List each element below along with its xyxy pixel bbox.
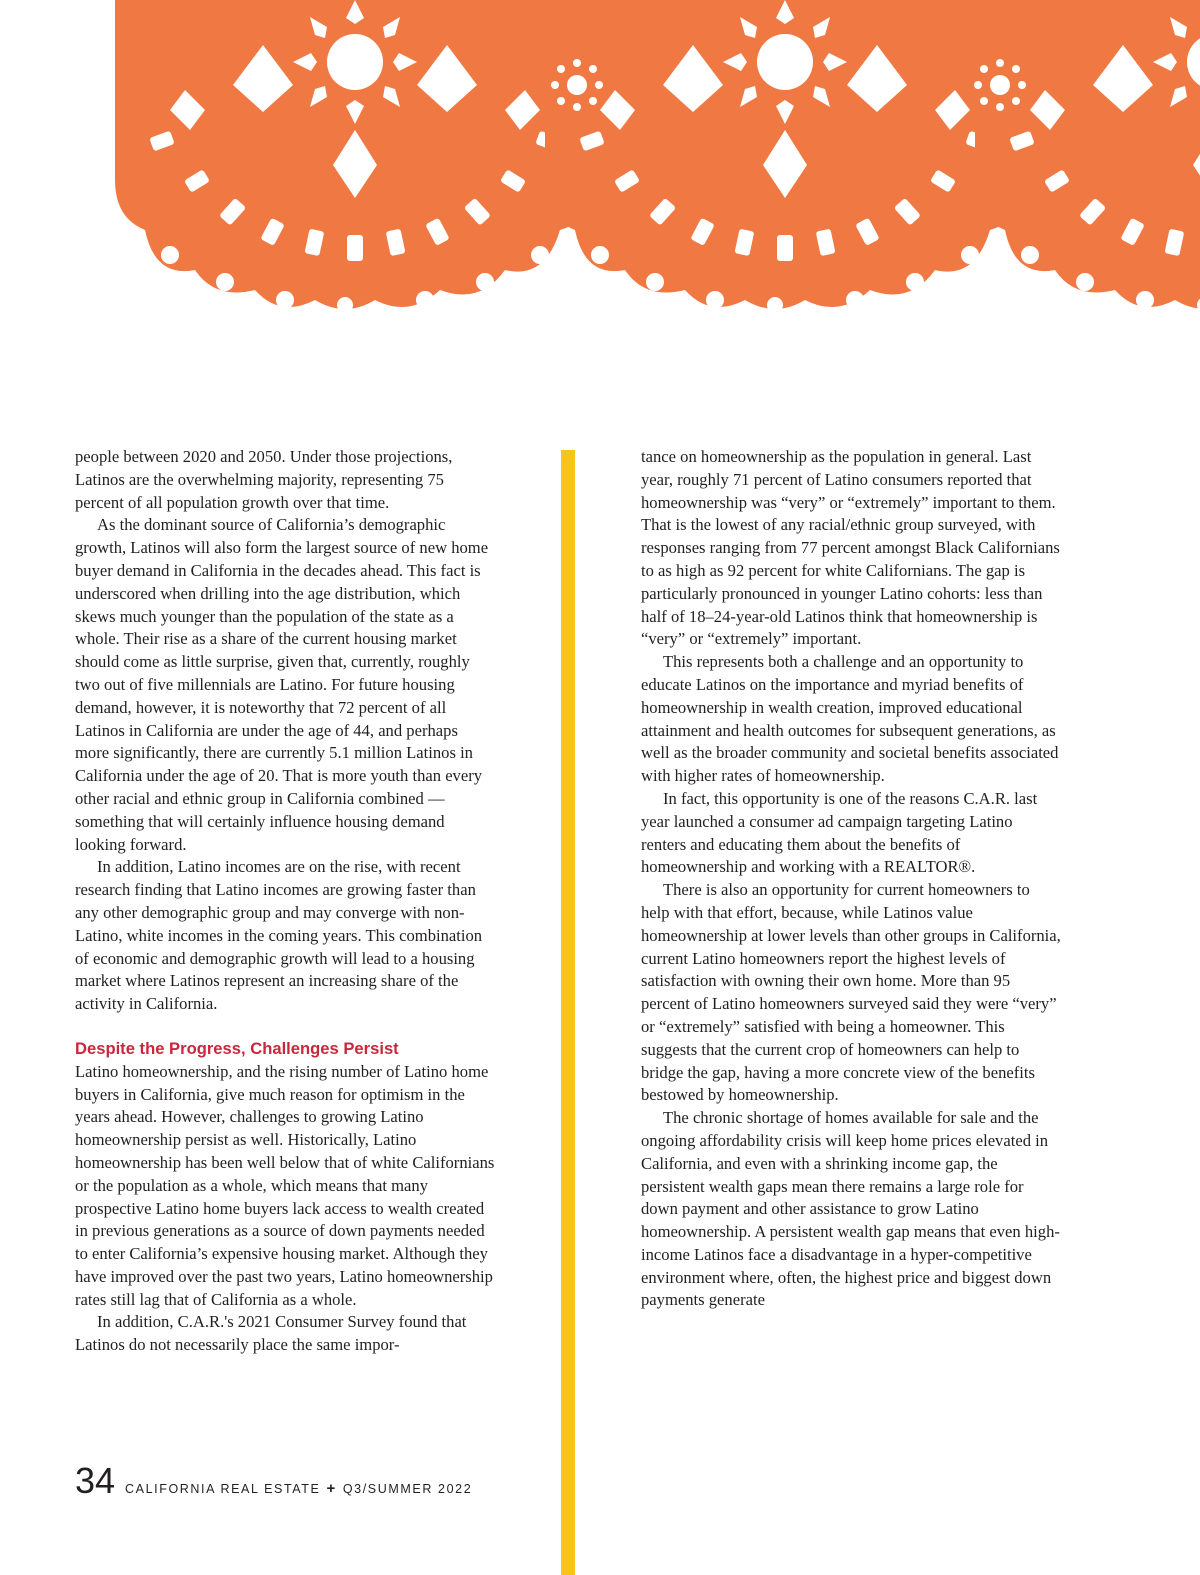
paragraph: In fact, this opportunity is one of the reasons C.A.R. last year launched a consumer ad campaign targeting Latino renters and educating them about the benefits of homeownership and working with a REALTOR®. xyxy=(641,788,1038,877)
paragraph: This represents both a challenge and an opportunity to educate Latinos on the importance and myriad benefits of homeownership in wealth creation, improved educational attainment and health outcomes for subsequent generations, as well as the broader community and societal benefits associated with higher rates of homeownership. xyxy=(641,652,1059,786)
page-footer xyxy=(75,1460,472,1502)
paragraph: In addition, Latino incomes are on the rise, with recent research finding that Latino incomes are growing faster than any other demographic group and may converge with non-Latino, white incomes in the coming years. This combination of economic and demographic growth will lead to a housing market where Latinos represent an increasing share of the activity in California. xyxy=(75,857,483,1014)
plus-separator-icon: + xyxy=(326,1480,337,1497)
papel-picado-banner xyxy=(0,0,1200,320)
section-subhead: Despite the Progress, Challenges Persist xyxy=(75,1038,399,1058)
issue-label: Q3/SUMMER 2022 xyxy=(342,1482,473,1496)
left-column xyxy=(75,446,495,1357)
paragraph: tance on homeownership as the population in general. Last year, roughly 71 percent of Latino consumers reported that homeownership was “very” or “extremely” important to them. That is the lowest of any racial/ethnic group surveyed, with responses ranging from 77 percent amongst Black Californians to as high as 92 percent for white Californians. The gap is particularly pronounced in younger Latino cohorts: less than half of 18–24-year-old Latinos think that homeownership is “very” or “extremely” important. xyxy=(641,447,1060,649)
page-number: 34 xyxy=(75,1460,116,1501)
paragraph: There is also an opportunity for current homeowners to help with that effort, because, while Latinos value homeownership at lower levels than other groups in California, current Latino homeowners report the highest levels of satisfaction with owning their own home. More than 95 percent of Latino homeowners surveyed said they were “very” or “extremely” satisfied with being a homeowner. This suggests that the current crop of homeowners can help to bridge the gap, having a more concrete view of the benefits bestowed by homeownership. xyxy=(641,880,1061,1105)
paragraph: In addition, C.A.R.'s 2021 Consumer Survey found that Latinos do not necessarily place the same impor- xyxy=(75,1312,467,1355)
right-column xyxy=(641,446,1061,1312)
paragraph: people between 2020 and 2050. Under those projections, Latinos are the overwhelming majority, representing 75 percent of all population growth over that time. xyxy=(75,447,453,512)
paragraph: The chronic shortage of homes available for sale and the ongoing affordability crisis will keep home prices elevated in California, and even with a shrinking income gap, the persistent wealth gaps mean there remains a large role for down payment and other assistance to grow Latino homeownership. A persistent wealth gap means that even high-income Latinos face a disadvantage in a hyper-competitive environment where, often, the highest price and biggest down payments generate xyxy=(641,1108,1060,1310)
yellow-column-rule xyxy=(561,450,575,1575)
publication-name: CALIFORNIA REAL ESTATE xyxy=(125,1482,321,1496)
paragraph: Latino homeownership, and the rising number of Latino home buyers in California, give much reason for optimism in the years ahead. However, challenges to growing Latino homeownership persist as well. Historically, Latino homeownership has been well below that of white Californians or the population as a whole, which means that many prospective Latino home buyers lack access to wealth created in previous generations as a source of down payments needed to enter California’s expensive housing market. Although they have improved over the past two years, Latino homeownership rates still lag that of California as a whole. xyxy=(75,1061,495,1309)
paragraph: As the dominant source of California’s demographic growth, Latinos will also form the largest source of new home buyer demand in California in the decades ahead. This fact is underscored when drilling into the age distribution, which skews much younger than the population of the state as a whole. Their rise as a share of the current housing market should come as little surprise, given that, currently, roughly two out of five millennials are Latino. For future housing demand, however, it is noteworthy that 72 percent of all Latinos in California are under the age of 44, and perhaps more significantly, there are currently 5.1 million Latinos in California under the age of 20. That is more youth than every other racial and ethnic group in California combined — something that will certainly influence housing demand looking forward. xyxy=(75,515,489,854)
